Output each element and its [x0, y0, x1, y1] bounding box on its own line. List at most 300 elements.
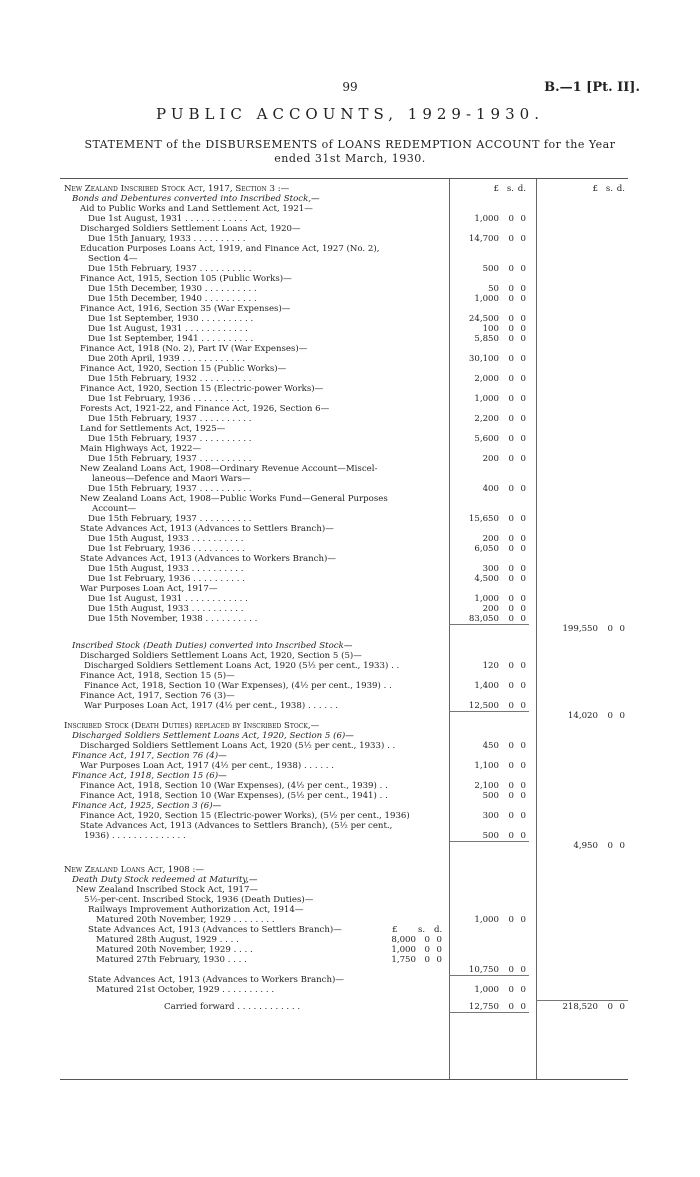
row-description: New Zealand Inscribed Stock Act, 1917— [76, 885, 259, 895]
row-description: New Zealand Inscribed Stock Act, 1917, Section 3 :— [64, 184, 290, 194]
amount-pounds: 200 [482, 604, 499, 614]
ledger-row [60, 374, 628, 384]
amount-shillings: 0 [508, 414, 514, 424]
amount-pounds: 1,000 [474, 214, 499, 224]
amount-pence: 0 [520, 414, 526, 424]
amount-pounds: 5,850 [474, 334, 499, 344]
subtotal-pence: 0 [619, 1002, 625, 1012]
row-description: Finance Act, 1918 (No. 2), Part IV (War Expenses)— [80, 344, 308, 354]
inner-amount-shillings: 0 [424, 935, 430, 945]
amount-pounds: 83,050 [468, 614, 499, 624]
document-reference: B.—1 [Pt. II]. [544, 80, 640, 95]
row-description: New Zealand Loans Act, 1908—Public Works Fund—General Purposes [80, 494, 388, 504]
row-description: Due 1st February, 1936 . . . . . . . . . . [88, 394, 245, 404]
ledger-row [60, 985, 628, 995]
ledger-row [60, 885, 628, 895]
amount-shillings: 0 [508, 915, 514, 925]
ledger-row [60, 424, 628, 434]
amount-pence: 0 [520, 534, 526, 544]
amount-pounds: 1,000 [474, 394, 499, 404]
ledger-row [60, 434, 628, 444]
ledger-row [60, 484, 628, 494]
amount-pounds: 1,400 [474, 681, 499, 691]
ledger-row [60, 791, 628, 801]
amount-shillings: 0 [508, 264, 514, 274]
amount-pence: 0 [520, 604, 526, 614]
row-description: Due 15th February, 1937 . . . . . . . . . . [88, 514, 252, 524]
amount-pounds: 30,100 [468, 354, 499, 364]
amount-pounds: 4,500 [474, 574, 499, 584]
statement-line-1: STATEMENT of the DISBURSEMENTS of LOANS REDEMPTION ACCOUNT for the Year [84, 138, 616, 151]
ledger-row [60, 184, 628, 194]
amount-pounds: 2,000 [474, 374, 499, 384]
amount-pence: 0 [520, 324, 526, 334]
ledger-table [60, 184, 628, 1012]
amount-shillings: 0 [508, 661, 514, 671]
ledger-row [60, 711, 628, 721]
amount-pence: 0 [520, 234, 526, 244]
amount-pounds: 5,600 [474, 434, 499, 444]
ledger-row [60, 915, 628, 925]
amount-pence: 0 [520, 564, 526, 574]
row-description: Due 15th February, 1937 . . . . . . . . . . [88, 264, 252, 274]
shilling-label: s. [506, 184, 514, 194]
amount-pence: 0 [520, 811, 526, 821]
amount-pence: 0 [520, 484, 526, 494]
row-description: Account— [92, 504, 137, 514]
row-description: Due 15th February, 1937 . . . . . . . . . . [88, 454, 252, 464]
subtotal-shillings: 0 [607, 711, 613, 721]
amount-pounds: 200 [482, 454, 499, 464]
ledger-row [60, 935, 628, 945]
ledger-row [60, 604, 628, 614]
ledger-row [60, 614, 628, 624]
amount-pence: 0 [520, 314, 526, 324]
amount-pence: 0 [520, 354, 526, 364]
amount-pence: 0 [520, 831, 526, 841]
subtotal-pence: 0 [619, 624, 625, 634]
pence-label: d. [517, 184, 526, 194]
amount-pounds: 1,000 [474, 294, 499, 304]
row-description: Section 4— [88, 254, 138, 264]
row-description: laneous—Defence and Maori Wars— [92, 474, 251, 484]
subtotal-shillings: 0 [607, 841, 613, 851]
ledger-row [60, 494, 628, 504]
amount-pounds: 6,050 [474, 544, 499, 554]
ledger-row [60, 731, 628, 741]
amount-pence: 0 [520, 791, 526, 801]
ledger-row [60, 925, 628, 935]
amount-pounds: 2,100 [474, 781, 499, 791]
amount-shillings: 0 [508, 965, 514, 975]
amount-pence: 0 [520, 334, 526, 344]
row-description: Finance Act, 1916, Section 35 (War Expenses)— [80, 304, 291, 314]
ledger-row [60, 324, 628, 334]
row-description: Finance Act, 1917, Section 76 (4)— [72, 751, 227, 761]
ledger-row [60, 404, 628, 414]
row-description: Finance Act, 1918, Section 15 (6)— [72, 771, 227, 781]
amount-shillings: 0 [508, 811, 514, 821]
ledger-row [60, 534, 628, 544]
statement-line-2: ended 31st March, 1930. [274, 152, 426, 165]
subtotal-shillings: 0 [607, 624, 613, 634]
row-description: 5½-per-cent. Inscribed Stock, 1936 (Death Duties)— [84, 895, 314, 905]
row-description: Due 15th August, 1933 . . . . . . . . . . [88, 564, 244, 574]
amount-pounds: 1,000 [474, 594, 499, 604]
amount-shillings: 0 [508, 434, 514, 444]
ledger-row [60, 554, 628, 564]
pound-sign: £ [592, 184, 598, 194]
row-description: Land for Settlements Act, 1925— [80, 424, 226, 434]
ledger-row [60, 234, 628, 244]
amount-pence: 0 [520, 544, 526, 554]
ledger-row [60, 474, 628, 484]
amount-shillings: 0 [508, 831, 514, 841]
row-description: Inscribed Stock (Death Duties) replaced by Inscribed Stock,— [64, 721, 320, 731]
row-description: New Zealand Loans Act, 1908 :— [64, 865, 204, 875]
amount-shillings: 0 [508, 761, 514, 771]
row-spacer [60, 634, 628, 641]
row-description: Due 15th February, 1937 . . . . . . . . . . [88, 484, 252, 494]
row-description: Finance Act, 1920, Section 15 (Public Works)— [80, 364, 287, 374]
ledger-row [60, 661, 628, 671]
amount-pence: 0 [520, 374, 526, 384]
amount-pounds: 500 [482, 791, 499, 801]
amount-shillings: 0 [508, 544, 514, 554]
ledger-row [60, 294, 628, 304]
ledger-row [60, 244, 628, 254]
ledger-row [60, 584, 628, 594]
ledger-row [60, 1002, 628, 1012]
row-description: Finance Act, 1917, Section 76 (3)— [80, 691, 235, 701]
amount-shillings: 0 [508, 374, 514, 384]
amount-pounds: 400 [482, 484, 499, 494]
inner-amount-pounds: 1,000 [391, 945, 416, 955]
ledger-row [60, 641, 628, 651]
ledger-row [60, 895, 628, 905]
row-description: Discharged Soldiers Settlement Loans Act, 1920— [80, 224, 301, 234]
amount-shillings: 0 [508, 484, 514, 494]
row-description: Matured 21st October, 1929 . . . . . . . . . . [96, 985, 275, 995]
inner-amount-pence: 0 [436, 935, 442, 945]
subtotal-pounds: 4,950 [573, 841, 598, 851]
amount-pounds: 12,500 [468, 701, 499, 711]
row-description: Finance Act, 1920, Section 15 (Electric-power Works)— [80, 384, 324, 394]
ledger-row [60, 224, 628, 234]
row-description: State Advances Act, 1913 (Advances to Settlers Branch), (5½ per cent., [80, 821, 393, 831]
ledger-row [60, 264, 628, 274]
amount-shillings: 0 [508, 564, 514, 574]
inner-amount-pence: 0 [436, 955, 442, 965]
amount-pounds: 14,700 [468, 234, 499, 244]
amount-shillings: 0 [508, 741, 514, 751]
inner-amount-shillings: 0 [424, 945, 430, 955]
amount-pence: 0 [520, 681, 526, 691]
row-description: Carried forward . . . . . . . . . . . . [164, 1002, 301, 1012]
row-description: Discharged Soldiers Settlement Loans Act, 1920 (5½ per cent., 1933) . . [80, 741, 396, 751]
row-description: Matured 20th November, 1929 . . . . [96, 945, 253, 955]
page-title: PUBLIC ACCOUNTS, 1929-1930. [156, 105, 544, 123]
row-description: Due 1st August, 1931 . . . . . . . . . . . . [88, 214, 248, 224]
amount-shillings: 0 [508, 334, 514, 344]
row-description: Due 15th August, 1933 . . . . . . . . . . [88, 604, 244, 614]
ledger-row [60, 304, 628, 314]
ledger-row [60, 841, 628, 851]
row-description: State Advances Act, 1913 (Advances to Settlers Branch)— [88, 925, 342, 935]
amount-pence: 0 [520, 614, 526, 624]
row-description: Due 15th February, 1937 . . . . . . . . . . [88, 434, 252, 444]
ledger-row [60, 314, 628, 324]
amount-pence: 0 [520, 985, 526, 995]
amount-pounds: 1,000 [474, 985, 499, 995]
row-description: Bonds and Debentures converted into Inscribed Stock,— [72, 194, 320, 204]
amount-shillings: 0 [508, 234, 514, 244]
row-description: Main Highways Act, 1922— [80, 444, 202, 454]
ledger-row [60, 344, 628, 354]
amount-pence: 0 [520, 454, 526, 464]
amount-pence: 0 [520, 394, 526, 404]
row-description: Due 1st February, 1936 . . . . . . . . . . [88, 574, 245, 584]
ledger-row [60, 394, 628, 404]
amount-pence: 0 [520, 965, 526, 975]
amount-pence: 0 [520, 781, 526, 791]
ledger-row [60, 354, 628, 364]
amount-pence: 0 [520, 514, 526, 524]
ledger-row [60, 574, 628, 584]
row-description: Matured 27th February, 1930 . . . . [96, 955, 247, 965]
amount-shillings: 0 [508, 284, 514, 294]
amount-shillings: 0 [508, 314, 514, 324]
ledger-row [60, 564, 628, 574]
row-description: Finance Act, 1915, Section 105 (Public Works)— [80, 274, 292, 284]
amount-pounds: 15,650 [468, 514, 499, 524]
ledger-row [60, 721, 628, 731]
ledger-row [60, 831, 628, 841]
row-description: Due 20th April, 1939 . . . . . . . . . . . . [88, 354, 246, 364]
amount-pence: 0 [520, 214, 526, 224]
inner-pound-sign: £ [392, 925, 398, 935]
ledger-row [60, 624, 628, 634]
amount-pounds: 300 [482, 564, 499, 574]
ledger-row [60, 254, 628, 264]
row-spacer [60, 851, 628, 858]
amount-pence: 0 [520, 1002, 526, 1012]
ledger-row [60, 204, 628, 214]
row-description: Due 15th December, 1930 . . . . . . . . . . [88, 284, 257, 294]
row-description: Due 1st September, 1930 . . . . . . . . . . [88, 314, 254, 324]
ledger-row [60, 414, 628, 424]
subtotal-pounds: 218,520 [562, 1002, 598, 1012]
amount-pence: 0 [520, 915, 526, 925]
row-description: Due 15th February, 1932 . . . . . . . . . . [88, 374, 252, 384]
ledger-row [60, 514, 628, 524]
ledger-row [60, 524, 628, 534]
pence-label: d. [616, 184, 625, 194]
ledger-row [60, 865, 628, 875]
amount-pounds: 10,750 [468, 965, 499, 975]
shilling-label: s. [605, 184, 613, 194]
row-description: Finance Act, 1918, Section 10 (War Expenses), (5½ per cent., 1941) . . [80, 791, 388, 801]
amount-pounds: 200 [482, 534, 499, 544]
ledger-row [60, 544, 628, 554]
amount-shillings: 0 [508, 294, 514, 304]
amount-pence: 0 [520, 741, 526, 751]
amount-pence: 0 [520, 264, 526, 274]
ledger-row [60, 334, 628, 344]
ledger-row [60, 701, 628, 711]
ledger-row [60, 384, 628, 394]
ledger-row [60, 905, 628, 915]
ledger-row [60, 811, 628, 821]
subtotal-shillings: 0 [607, 1002, 613, 1012]
row-description: State Advances Act, 1913 (Advances to Workers Branch)— [88, 975, 344, 985]
ledger-row [60, 681, 628, 691]
amount-shillings: 0 [508, 604, 514, 614]
row-description: War Purposes Loan Act, 1917 (4½ per cent., 1938) . . . . . . [80, 761, 334, 771]
subtotal-pounds: 14,020 [567, 711, 598, 721]
amount-shillings: 0 [508, 534, 514, 544]
row-description: Finance Act, 1925, Section 3 (6)— [72, 801, 222, 811]
ledger-row [60, 651, 628, 661]
row-description: State Advances Act, 1913 (Advances to Settlers Branch)— [80, 524, 334, 534]
amount-pounds: 50 [488, 284, 499, 294]
row-description: Finance Act, 1920, Section 15 (Electric-power Works), (5½ per cent., 1936) [80, 811, 410, 821]
amount-pounds: 100 [482, 324, 499, 334]
row-spacer [60, 858, 628, 865]
amount-shillings: 0 [508, 394, 514, 404]
inner-amount-pounds: 8,000 [391, 935, 416, 945]
row-description: Due 15th January, 1933 . . . . . . . . . . [88, 234, 246, 244]
ledger-row [60, 751, 628, 761]
amount-pounds: 120 [482, 661, 499, 671]
inner-amount-pence: 0 [436, 945, 442, 955]
amount-shillings: 0 [508, 214, 514, 224]
inner-shilling-label: s. [418, 925, 426, 935]
row-description: Finance Act, 1918, Section 10 (War Expenses), (4½ per cent., 1939) . . [80, 781, 388, 791]
amount-shillings: 0 [508, 614, 514, 624]
amount-pounds: 500 [482, 831, 499, 841]
amount-pence: 0 [520, 574, 526, 584]
ledger-row [60, 454, 628, 464]
row-description: Due 15th November, 1938 . . . . . . . . . . [88, 614, 258, 624]
row-description: Due 15th December, 1940 . . . . . . . . . . [88, 294, 257, 304]
row-description: Inscribed Stock (Death Duties) converted into Inscribed Stock— [72, 641, 353, 651]
amount-shillings: 0 [508, 781, 514, 791]
amount-pence: 0 [520, 761, 526, 771]
amount-shillings: 0 [508, 454, 514, 464]
ledger-row [60, 444, 628, 454]
amount-pounds: 24,500 [468, 314, 499, 324]
row-description: Discharged Soldiers Settlement Loans Act, 1920, Section 5 (5)— [80, 651, 362, 661]
amount-pounds: 500 [482, 264, 499, 274]
amount-pounds: 1,000 [474, 915, 499, 925]
row-description: Due 15th February, 1937 . . . . . . . . . . [88, 414, 252, 424]
ledger-row [60, 594, 628, 604]
amount-shillings: 0 [508, 354, 514, 364]
inner-amount-pounds: 1,750 [391, 955, 416, 965]
amount-shillings: 0 [508, 574, 514, 584]
row-description: Aid to Public Works and Land Settlement Act, 1921— [80, 204, 313, 214]
ledger-row [60, 464, 628, 474]
pound-sign: £ [493, 184, 499, 194]
row-description: Due 15th August, 1933 . . . . . . . . . . [88, 534, 244, 544]
row-description: Education Purposes Loans Act, 1919, and Finance Act, 1927 (No. 2), [80, 244, 380, 254]
amount-shillings: 0 [508, 594, 514, 604]
amount-pence: 0 [520, 701, 526, 711]
ledger-row [60, 504, 628, 514]
row-description: Due 1st August, 1931 . . . . . . . . . . . . [88, 324, 248, 334]
row-description: Due 1st September, 1941 . . . . . . . . . . [88, 334, 254, 344]
statement-title [50, 138, 650, 166]
amount-shillings: 0 [508, 791, 514, 801]
row-description: New Zealand Loans Act, 1908—Ordinary Revenue Account—Miscel- [80, 464, 378, 474]
ledger-row [60, 965, 628, 975]
subtotal-pence: 0 [619, 841, 625, 851]
row-description: Railways Improvement Authorization Act, 1914— [88, 905, 304, 915]
ledger-row [60, 214, 628, 224]
row-description: War Purposes Loan Act, 1917 (4½ per cent., 1938) . . . . . . [84, 701, 338, 711]
ledger-row [60, 955, 628, 965]
ledger-row [60, 364, 628, 374]
ledger-row [60, 671, 628, 681]
ledger-row [60, 761, 628, 771]
ledger-row [60, 781, 628, 791]
row-description: Finance Act, 1918, Section 10 (War Expenses), (4½ per cent., 1939) . . [84, 681, 392, 691]
row-description: Finance Act, 1918, Section 15 (5)— [80, 671, 235, 681]
amount-pounds: 300 [482, 811, 499, 821]
row-description: Matured 20th November, 1929 . . . . . . . . [96, 915, 275, 925]
inner-amount-shillings: 0 [424, 955, 430, 965]
subtotal-pence: 0 [619, 711, 625, 721]
sum-rule-2 [536, 1000, 628, 1001]
amount-pounds: 1,100 [474, 761, 499, 771]
row-description: Discharged Soldiers Settlement Loans Act, 1920 (5½ per cent., 1933) . . [84, 661, 400, 671]
amount-shillings: 0 [508, 1002, 514, 1012]
row-description: State Advances Act, 1913 (Advances to Workers Branch)— [80, 554, 336, 564]
amount-pence: 0 [520, 284, 526, 294]
ledger-row [60, 801, 628, 811]
ledger-row [60, 875, 628, 885]
page-number: 99 [342, 80, 358, 94]
sum-rule [449, 1012, 529, 1013]
row-description: Matured 28th August, 1929 . . . . [96, 935, 239, 945]
ledger-row [60, 284, 628, 294]
ledger-row [60, 274, 628, 284]
ledger-row [60, 945, 628, 955]
row-description: Death Duty Stock redeemed at Maturity,— [72, 875, 258, 885]
inner-pence-label: d. [434, 925, 443, 935]
row-description: War Purposes Loan Act, 1917— [80, 584, 218, 594]
subtotal-pounds: 199,550 [562, 624, 598, 634]
row-description: Discharged Soldiers Settlement Loans Act, 1920, Section 5 (6)— [72, 731, 354, 741]
row-description: 1936) . . . . . . . . . . . . . . [84, 831, 186, 841]
amount-pence: 0 [520, 594, 526, 604]
ledger-row [60, 691, 628, 701]
amount-shillings: 0 [508, 514, 514, 524]
amount-pence: 0 [520, 661, 526, 671]
amount-shillings: 0 [508, 324, 514, 334]
amount-pounds: 2,200 [474, 414, 499, 424]
row-description: Due 1st August, 1931 . . . . . . . . . . . . [88, 594, 248, 604]
row-description: Forests Act, 1921-22, and Finance Act, 1926, Section 6— [80, 404, 330, 414]
amount-pence: 0 [520, 294, 526, 304]
ledger-row [60, 821, 628, 831]
ledger-row [60, 975, 628, 985]
ledger-row [60, 194, 628, 204]
row-description: Due 1st February, 1936 . . . . . . . . . . [88, 544, 245, 554]
amount-pence: 0 [520, 434, 526, 444]
ledger-row [60, 771, 628, 781]
